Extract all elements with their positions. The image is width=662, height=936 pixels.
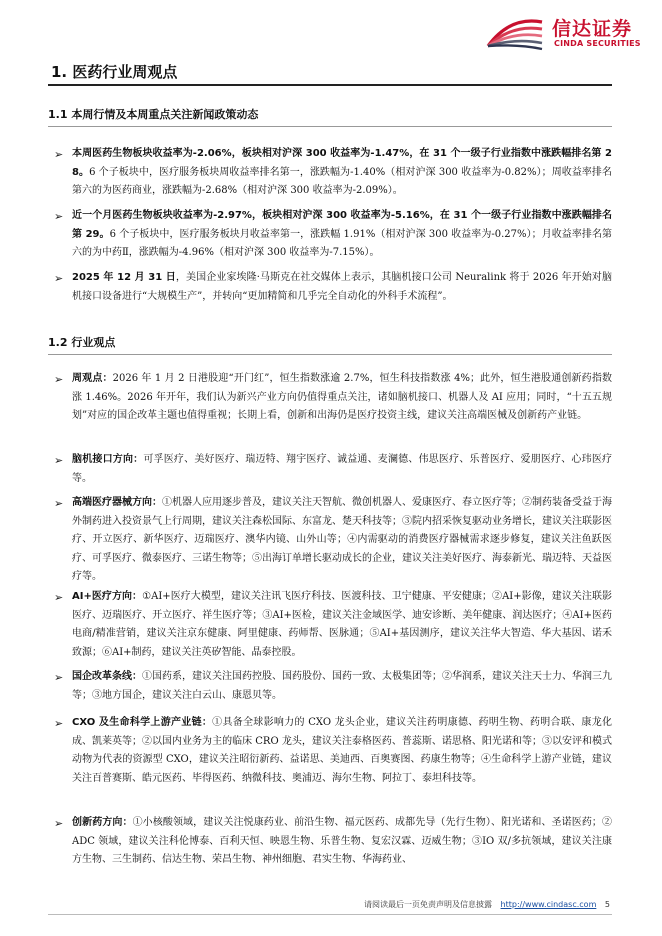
bullet-arrow-icon: ➢	[54, 497, 64, 510]
subsection-divider	[48, 126, 612, 127]
cinda-logo-icon	[484, 12, 546, 52]
bullet-arrow-icon: ➢	[54, 272, 64, 285]
list-item: 脑机接口方向：可孚医疗、美好医疗、瑞迈特、翔宇医疗、诚益通、麦澜德、伟思医疗、乐普医疗、爱朋医疗、心玮医疗等。	[72, 454, 613, 484]
list-item: AI+医疗方向：①AI+医疗大模型，建议关注讯飞医疗科技、医渡科技、卫宁健康、平安健康；②AI+影像，建议关注联影医疗、迈瑞医疗、开立医疗、祥生医疗等；③AI+医检，建议关注金域医学、迪安诊断、美年健康、润达医疗；④AI+医药电商/精准营销，建议关注京东健康、阿里健康、药师帮、医脉通；⑤AI+基因测序，建议关注华大智造、华大基因、诺禾致源；⑥AI+制药，建议关注英矽智能、晶泰控股。	[72, 591, 612, 658]
list-item: 高端医疗器械方向：①机器人应用逐步普及，建议关注天智航、微创机器人、爱康医疗、春立医疗等；②制药装备受益于海外制药进入投资景气上行周期，建议关注森松国际、东富龙、楚天科技等；③院内招采恢复驱动业务增长，建议关注联影医疗、开立医疗、新华医疗、迈瑞医疗、澳华内镜、山外山等；④内需驱动的消费医疗器械需求逐步修复，建议关注鱼跃医疗、可孚医疗、微泰医疗、三诺生物等；⑤出海订单增长驱动成长的企业，建议关注美好医疗、海泰新光、瑞迈特、天益医疗等。	[72, 497, 612, 583]
list-item: 本周医药生物板块收益率为-2.06%，板块相对沪深 300 收益率为-1.47%，在 31 个一级子行业指数中涨跌幅排名第 28。6 个子板块中，医疗服务板块周收益率排名第一，涨跌幅为-1.40%（相对沪深 300 收益率为-0.82%）；周收益率排名第六的为医药商业，涨跌幅为-2.68%（相对沪深 300 收益率为-2.09%）。	[72, 148, 612, 197]
list-item: 周观点：2026 年 1 月 2 日港股迎“开门红”，恒生指数涨逾 2.7%，恒生科技指数涨 4%；此外，恒生港股通创新药指数涨 1.46%。2026 年开年，我们认为新兴产业方向仍值得重点关注，诸如脑机接口、机器人及 AI 应用；同时，“十五五规划”对应的国企改革主题也值得重视；长期上看，创新和出海仍是医疗投资主线，建议关注高端医械及创新药产业链。	[72, 373, 613, 422]
section-title: 1. 医药行业周观点	[51, 63, 178, 81]
disclaimer-text: 请阅读最后一页免责声明及信息披露	[364, 900, 492, 909]
subsection-title-weekly: 1.1 本周行情及本周重点关注新闻政策动态	[48, 108, 259, 121]
bullet-arrow-icon: ➢	[54, 148, 64, 161]
subsection-title-views: 1.2 行业观点	[48, 336, 116, 349]
bullet-arrow-icon: ➢	[54, 717, 64, 730]
list-item: 国企改革条线：①国药系，建议关注国药控股、国药股份、国药一致、太极集团等；②华润系，建议关注天士力、华润三九等；③地方国企，建议关注白云山、康恩贝等。	[72, 671, 612, 701]
section-divider	[48, 84, 612, 86]
bullet-arrow-icon: ➢	[54, 454, 64, 467]
bullet-arrow-icon: ➢	[54, 210, 64, 223]
bullet-arrow-icon: ➢	[54, 817, 64, 830]
page-number: 5	[604, 900, 610, 909]
bullet-arrow-icon: ➢	[54, 671, 64, 684]
footer-divider	[48, 914, 612, 915]
list-item: 2025 年 12 月 31 日，美国企业家埃隆·马斯克在社交媒体上表示，其脑机接口公司 Neuralink 将于 2026 年开始对脑机接口设备进行“大规模生产”，并转向“更加精简和几乎完全自动化的外科手术流程”。	[72, 272, 612, 302]
brand-name-cn: 信达证券	[552, 18, 633, 40]
page-header	[0, 0, 662, 62]
subsection-divider	[48, 354, 612, 355]
list-item: 近一个月医药生物板块收益率为-2.97%，板块相对沪深 300 收益率为-5.16%，在 31 个一级子行业指数中涨跌幅排名第 29。6 个子板块中，医疗服务板块月收益率第一，涨跌幅 1.91%（相对沪深 300 收益率为-0.27%）；月收益率排名第六的为中药Ⅱ，涨跌幅为-4.96%（相对沪深 300 收益率为-7.15%）。	[72, 210, 612, 259]
bullet-arrow-icon: ➢	[54, 591, 64, 604]
list-item: CXO 及生命科学上游产业链：①具备全球影响力的 CXO 龙头企业，建议关注药明康德、药明生物、药明合联、康龙化成、凯莱英等；②以国内业务为主的临床 CRO 龙头，建议关注泰格医药、普蕊斯、诺思格、阳光诺和等；③以安评和模式动物为代表的资源型 CXO，建议关注昭衍新药、益诺思、美迪西、百奥赛图、药康生物等；④生命科学上游产业链，建议关注百普赛斯、皓元医药、毕得医药、纳微科技、奥浦迈、海尔生物、阿拉丁、泰坦科技等。	[72, 717, 612, 784]
page-footer	[100, 899, 610, 910]
bullet-arrow-icon: ➢	[54, 373, 64, 386]
brand-name-en: CINDA SECURITIES	[554, 39, 641, 48]
website-link[interactable]: http://www.cindasc.com	[500, 900, 597, 909]
list-item: 创新药方向：①小核酸领域，建议关注悦康药业、前沿生物、福元医药、成都先导（先行生物）、阳光诺和、圣诺医药；②ADC 领域，建议关注科伦博泰、百利天恒、映恩生物、乐普生物、复宏汉霖、迈威生物；③IO 双/多抗领域，建议关注康方生物、三生制药、信达生物、荣昌生物、神州细胞、君实生物、华海药业、	[72, 817, 613, 866]
